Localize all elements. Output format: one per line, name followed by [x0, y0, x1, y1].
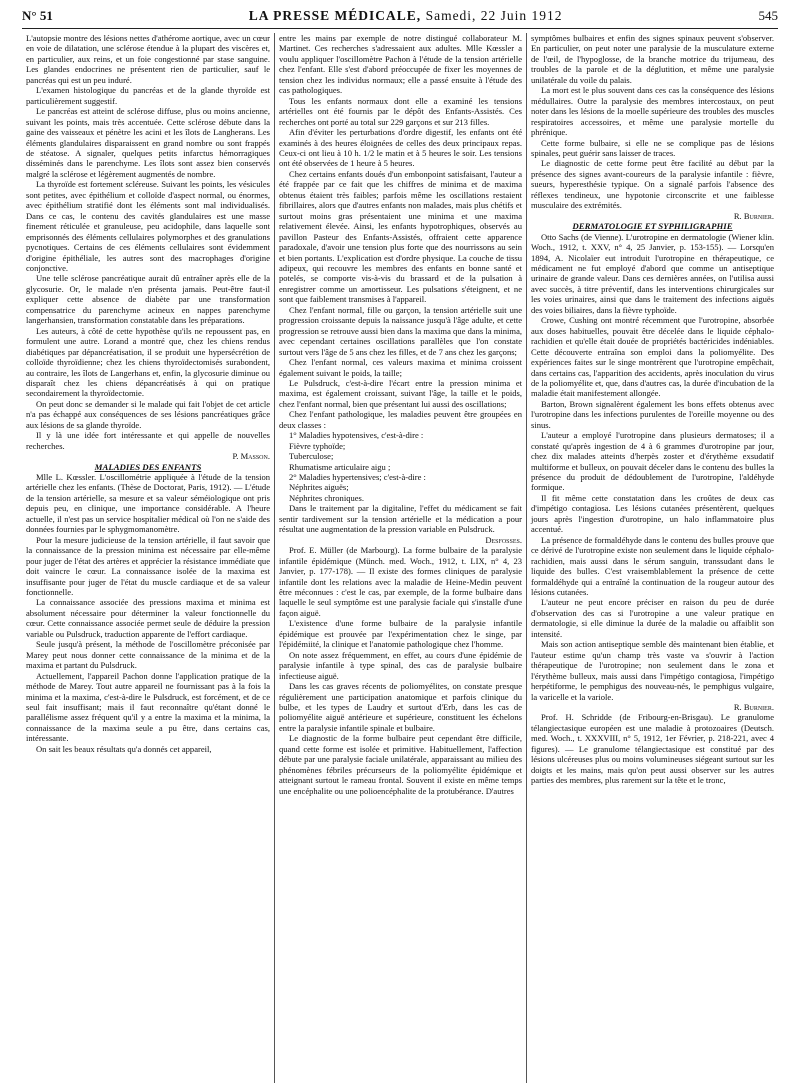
paragraph: Cette forme bulbaire, si elle ne se complique pas de lésions spinales, peut guérir sans laisser de traces. [531, 137, 774, 158]
section-heading: DERMATOLOGIE ET SYPHILIGRAPHIE [572, 221, 733, 232]
paragraph: L'auteur ne peut encore préciser en raison du peu de durée d'observation des cas si l'urotropine a une valeur pratique en dermatologie, si elle diminue la durée de la maladie ou affaiblit son intensité. [531, 597, 774, 639]
article-lead: Prof. H. Schridde (de Fribourg-en-Brisgau). Le granulome télangiectasique européen est une maladie à protozoaires (Deutsch. med. Woch., t. XXXVIII, n° 5, 1912, 1er Février, p. 218-221, avec 4 figures). — Le granulome télangiectasique est constitué par des lésions ulcéreuses plus ou moins volumineuses siégeant surtout sur les doigts et les mains, mais qu'on peut aussi observer sur les autres parties des membres, plus rarement sur la tête et le tronc, [531, 712, 774, 786]
paragraph: Seule jusqu'à présent, la méthode de l'oscillomètre préconisée par Marey peut nous donner cette connaissance de la minima et de la maxima et partant du Pulsdruck. [26, 639, 270, 671]
paragraph: Pour la mesure judicieuse de la tension artérielle, il faut savoir que la connaissance de la pression minima est nécessaire par elle-même pour juger de l'état des artères et apprécier la résistance immédiate que doit vaincre le cœur. La connaissance isolée de la maxima est insuffisante pour juger de l'état du muscle cardiaque et de sa valeur fonctionnelle. [26, 534, 270, 598]
paragraph: Une telle sclérose pancréatique aurait dû entraîner après elle de la glycosurie. Or, le malade n'en présenta jamais. Peut-être faut-il expliquer cette absence de diabète par une transformation compensatrice du parenchyme acineux en nappes parenchyme langerhansien, transformation constatable dans les préparations. [26, 273, 270, 326]
paragraph: entre les mains par exemple de notre distingué collaborateur M. Martinet. Ces recherches s'adressaient aux adultes. Mlle Kœssler a voulu appliquer l'oscillomètre Pachon à l'étude de la tension artérielle chez l'enfant. Elle s'est d'abord préoccupée de fixer les moyennes de tension chez les individus normaux; elle a passé ensuite à l'étude des cas pathologiques. [279, 33, 522, 96]
paragraph: Le diagnostic de cette forme peut être facilité au début par la présence des signes avant-coureurs de la paralysie infantile : fièvre, sueurs, hyperesthésie typique. On a signalé parfois l'absence des réflexes tendineux, une hypotonie circonscrite et une faiblesse musculaire des extrémités. [531, 158, 774, 211]
paragraph: L'examen histologique du pancréas et de la glande thyroïde est particulièrement suggestif. [26, 85, 270, 106]
section-heading: MALADIES DES ENFANTS [94, 461, 202, 472]
paragraph: Le Pulsdruck, c'est-à-dire l'écart entre la pression minima et maxima, est également croissant, suivant l'âge, la taille et le poids, chez l'enfant normal, bien que présentant lui aussi des oscillations; [279, 377, 522, 409]
paragraph: La connaissance associée des pressions maxima et minima est absolument nécessaire pour déterminer la valeur fonctionnelle du cœur. Cette connaissance associée permet seule de déduire la pression variable ou Pulsdruck, traduction apparente de l'effort cardiaque. [26, 597, 270, 639]
disease-list [279, 430, 522, 503]
paragraph: L'auteur a employé l'urotropine dans plusieurs dermatoses; il a constaté qu'après ingestion de 4 à 6 grammes d'urotropine par jour, chez dix malades atteints d'herpès zoster et d'érythème exsudatif multiforme et bulleux, on pouvait déceler dans le contenu des bulles la présence du produit de dédoublement de l'urotropine, l'aldéhyde formique. [531, 430, 774, 493]
paragraph: Crowe, Cushing ont montré récemment que l'urotropine, absorbée aux doses habituelles, pouvait être décelée dans le liquide céphalo-rachidien et qu'elle était douée de propriétés bactéricides indéniables. Cette découverte entraîna son emploi dans la poliomyélite. Des expériences faites sur le singe montrèrent que l'urotropine empêchait, dans certains cas, l'apparition des accidents, après inoculation du virus de la poliomyélite et, que, dans d'autres cas, la durée d'incubation de la maladie était manifestement allongée. [531, 315, 774, 399]
paragraph: Il fit même cette constatation dans les croûtes de deux cas d'impétigo contagiosa. Les lésions cutanées présentèrent, quelques jours après l'ingestion d'urotropine, un halo inflammatoire plus accentué. [531, 492, 774, 535]
issue-number: N° 51 [22, 8, 53, 23]
article-lead: Prof. E. Müller (de Marbourg). La forme bulbaire de la paralysie infantile épidémique (Münch. med. Woch., 1912, t. LIX, n° 4, 23 Janvier, p. 177-178). — Il existe des formes cliniques de paralysie infantile dont les relations avec la maladie de Heine-Medin peuvent être méconnues : c'est le cas, par exemple, de la forme bulbaire dans laquelle le seul symptôme est une paralysie faciale qui s'installe d'une façon aiguë. [279, 545, 522, 618]
paragraph: Les auteurs, à côté de cette hypothèse qu'ils ne repoussent pas, en formulent une autre. Lorand a montré que, chez les chiens rendus diabétiques par dépancréatisation, il se produit une hypersécrétion de colloïde thyroïdienne; chez les chiens thyroïdectomisés surabondent, au contraire, les îlots de Langerhans et, enfin, la glycosurie diminue ou disparaît chez les chiens dépancréatisés à qui on pratique secondairement la thyroïdectomie. [26, 325, 270, 399]
paragraph: La présence de formaldéhyde dans le contenu des bulles prouve que ce dérivé de l'urotropine existe non seulement dans le liquide céphalo-rachidien, mais aussi dans le sérum sanguin, transsudant dans le liquide des bulles. C'est vraisemblablement la présence de cette formaldéhyde qui a entraîné la continuation de la rougeur autour des lésions cutanées. [531, 534, 774, 598]
paragraph: Dans les cas graves récents de poliomyélites, on constate presque régulièrement une participation anatomique et parfois clinique du bulbe, et les types de Laudry et surtout d'Erb, dans les cas de poliomyélite aiguë antérieure et supérieure, constituent les échelons entre la paralysie infantile spinale et bulbaire. [279, 681, 522, 733]
paragraph: Le diagnostic de la forme bulbaire peut cependant être difficile, quand cette forme est isolée et primitive. Habituellement, l'affection débute par une paralysie faciale unilatérale, apparaissant au milieu des phénomènes fébriles précurseurs de la poliomyélite épidémique et atteignant surtout le rameau frontal. Souvent il existe en même temps une encéphalite ou une polioencéphalite de la protubérance. D'autres [279, 733, 522, 796]
paragraph: symptômes bulbaires et enfin des signes spinaux peuvent s'observer. En particulier, on peut noter une paralysie de la musculature externe de l'œil, de l'hypoglosse, de la branche motrice du trijumeau, des troubles de la parole et de la déglutition, et même une paralysie unilatérale du voile du palais. [531, 33, 774, 85]
issue-date: Samedi, 22 Juin 1912 [425, 8, 563, 23]
paragraph: Actuellement, l'appareil Pachon donne l'application pratique de la méthode de Marey. Tout autre appareil ne fournissant pas à la fois la minima et la maxima, c'est-à-dire le Pulsdruck, est forcément, et de ce seul fait insuffisant; mais il faut reconnaître qu'étant donné le parallélisme assez fréquent qu'il y a entre la maxima et la minima, la connaissance de la maxima seule a pu être, dans certains cas, intéressante. [26, 670, 270, 744]
article-lead: Mlle L. Kœssler. L'oscillométrie appliquée à l'étude de la tension artérielle chez les enfants. (Thèse de Doctorat, Paris, 1912). — L'étude de la tension artérielle, sa mesure et sa valeur séméiologique ont pris depuis peu, en clinique, une importance considérable. A l'heure actuelle, il n'est pas un service hospitalier médical où l'on ne s'aide des données fournies par le sphygmomanomètre. [26, 472, 270, 535]
columns [22, 33, 778, 1083]
paragraph: Chez certains enfants doués d'un embonpoint satisfaisant, l'auteur a été frappée par ce fait que les chiffres de minima et de maxima obtenus étaient très faibles; parfois même les oscillations restaient fibrillaires, alors que d'autres enfants non malades, mais plus chétifs et surtout moins gras présentaient une minima et une maxima relativement élevée. Ainsi, les enfants hypotrophiques, observés au pavillon Pasteur des Enfants-Assistés, offraient cette apparence paradoxale, d'avoir une tension plus forte que des nourrissons au sein et bien portants. L'explication est d'ordre physique. La couche de tissu adipeux, qui recouvre les membres des enfants en bonne santé et potelés, se comporte vis-à-vis du brassard et de la pulsation à enregistrer comme un amortisseur. Les pulsations s'éteignent, et ne sont que faiblement transmises à l'appareil. [279, 168, 522, 305]
paragraph: Il y là une idée fort intéressante et qui appelle de nouvelles recherches. [26, 430, 270, 451]
paragraph: On note assez fréquemment, en effet, au cours d'une épidémie de paralysie infantile à type spinal, des cas de paralysie bulbaire infectieuse aiguë. [279, 649, 522, 681]
paragraph: Chez l'enfant pathologique, les maladies peuvent être groupées en deux classes : [279, 409, 522, 430]
paragraph: Chez l'enfant normal, ces valeurs maxima et minima croissent également suivant le poids, la taille; [279, 357, 522, 378]
author-signature: R. Burnier. [733, 702, 774, 712]
author-signature: P. Masson. [232, 451, 270, 462]
paragraph: L'existence d'une forme bulbaire de la paralysie infantile épidémique est prouvée par l'expérimentation chez le singe, par l'épidémiité, la clinique et l'anatomie pathologique chez l'homme. [279, 618, 522, 650]
page-number: 545 [758, 8, 778, 23]
list-item: Néphrites aiguës; [289, 482, 349, 493]
list-item: Tuberculose; [289, 451, 334, 462]
paragraph: Le pancréas est atteint de sclérose diffuse, plus ou moins ancienne, suivant les points, mais très accentuée. Cette sclérose débute dans la gaine des vaisseaux et pénètre les acini et les îlots de Langherans. Les éléments glandulaires disparaissent en grand nombre ou sont frappés de stéatose. A signaler, quelques petits infarctus hémorragiques disséminés dans le parenchyme. Les îlots sont assez bien conservés malgré la sclérose et légèrement augmentés de nombre. [26, 106, 270, 179]
column-2 [274, 33, 526, 1083]
paragraph: Mais son action antiseptique semble dès maintenant bien établie, et l'auteur estime qu'un champ très vaste va s'ouvrir à l'action thérapeutique de l'urotropine; non seulement dans le zona et l'érythème bulleux, mais aussi dans l'impétigo contagiosa, l'impétigo herpétiforme, le pemphigus des nouveau-nés, le pemphigus vulgaire, la varicelle et la variole. [531, 639, 774, 702]
page-header [22, 8, 778, 29]
paragraph: Chez l'enfant normal, fille ou garçon, la tension artérielle suit une progression croissante depuis la naissance jusqu'à l'âge adulte, et cette progression se retrouve aussi bien dans la maxima que dans la minima, avec cependant certaines oscillations parallèles que l'on constate surtout vers l'âge de 5 ans chez les filles, et de 7 ans chez les garçons; [279, 304, 522, 357]
list-item: Rhumatisme articulaire aigu ; [289, 461, 391, 472]
paragraph: La thyroïde est fortement scléreuse. Suivant les points, les vésicules sont petites, avec épithélium et colloïde d'aspect normal, ou énormes, avec épithélium stratifié dont les éléments sont mal individualisés. Dans ce cas, le contenu des cavités glandulaires est une masse finement réticulée et granuleuse, peu acidophile, dans laquelle sont emprisonnés des éléments cellulaires polymorphes et des granulations pycnotiques. Certains de ces éléments cellulaires sont évidemment d'origine épithéliale, les autres sont des macrophages d'origine conjonctive. [26, 179, 270, 273]
column-1 [22, 33, 274, 1083]
column-3 [526, 33, 778, 1083]
list-item: 1° Maladies hypotensives, c'est-à-dire : [289, 430, 424, 441]
list-item: Néphrites chroniques. [289, 492, 365, 503]
list-item: Fièvre typhoïde; [289, 440, 346, 451]
journal-title-line [249, 8, 563, 24]
article-lead: Otto Sachs (de Vienne). L'urotropine en dermatologie (Wiener klin. Woch., 1912, t. XXV, n° 4, 25 Janvier, p. 153-155). — Lorsqu'en 1894, A. Nicolaïer eut introduit l'urotropine en thérapeutique, ce médicament ne fut employé d'abord que comme un antiseptique urinaire de grande valeur. Dans ces dernières années, on l'utilisa aussi avec succès, à titre préventif, dans les interventions chirurgicales sur les voies urinaires, ainsi que dans le traitement des infections aiguës des voies biliaires, dans la fièvre typhoïde. [531, 231, 774, 315]
paragraph: Afin d'éviter les perturbations d'ordre digestif, les enfants ont été examinés à des heures éloignées de celles des deux principaux repas. Ceux-ci ont lieu à 10 h. 1/2 le matin et à 5 heures le soir. Les tensions ont été observées de 1 heure à 5 heures. [279, 127, 522, 169]
list-item: 2° Maladies hypertensives; c'est-à-dire : [289, 472, 426, 483]
author-signature: Desfosses. [485, 534, 522, 545]
paragraph: Dans le traitement par la digitaline, l'effet du médicament se fait sentir tardivement sur la tension artérielle et la médication a pour résultat une augmentation de la pression variable en Pulsdruck. [279, 503, 522, 535]
paragraph: La mort est le plus souvent dans ces cas la conséquence des lésions médullaires. Outre la paralysie des membres intercostaux, on peut noter dans les lésions de la moelle supérieure des troubles des muscles respiratoires accessoires, et même une paralysie mortelle du phrénique. [531, 85, 774, 138]
paragraph: Barton, Brown signalèrent également les bons effets obtenus avec l'urotropine dans les infections purulentes de l'oreille moyenne ou des sinus. [531, 398, 774, 430]
paragraph: On sait les beaux résultats qu'a donnés cet appareil, [36, 743, 212, 754]
paragraph: L'autopsie montre des lésions nettes d'athérome aortique, avec un cœur en voie de dilatation, une sclérose étendue à la plupart des viscères et, en particulier, aux reins, et un foie congestionné par stase sanguine. Les glandes endocrines ne présentent rien de particulier, sauf le pancréas qui est un peu induré. [26, 33, 270, 85]
author-signature: R. Burnier. [733, 210, 774, 221]
paragraph: On peut donc se demander si le malade qui fait l'objet de cet article n'a pas échappé aux conséquences de ses lésions pancréatiques grâce aux lésions de sa glande thyroïde. [26, 398, 270, 430]
paragraph: Tous les enfants normaux dont elle a examiné les tensions artérielles ont été fournis par le dépôt des Enfants-Assistés. Ces recherches ont porté au total sur 229 garçons et sur 213 filles. [279, 95, 522, 127]
journal-name: LA PRESSE MÉDICALE, [248, 8, 422, 23]
